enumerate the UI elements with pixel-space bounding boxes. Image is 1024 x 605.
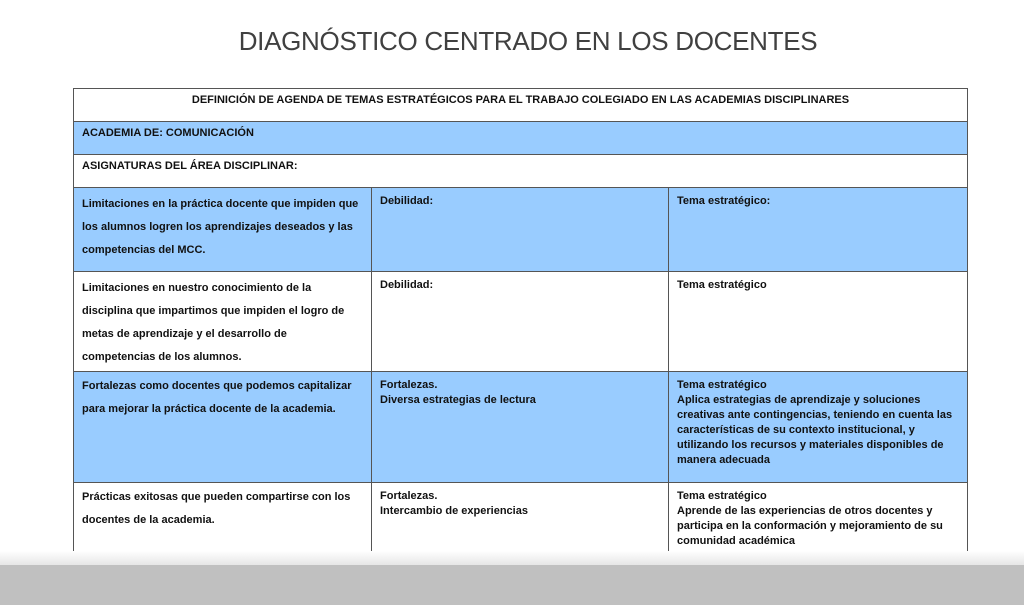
tema-title: Tema estratégico: [677, 195, 771, 207]
row-tema [669, 483, 968, 555]
table-row [74, 483, 968, 555]
asignaturas-row [74, 155, 968, 188]
fortalezas-body: Diversa estrategias de lectura [380, 394, 536, 406]
fortalezas-body: Intercambio de experiencias [380, 505, 528, 517]
row-description: Prácticas exitosas que pueden compartirse con los docentes de la academia. [74, 483, 372, 555]
tema-body: Aprende de las experiencias de otros docentes y participa en la conformación y mejoramiento de su comunidad académica [677, 505, 943, 547]
fortalezas-title: Fortalezas. [380, 379, 438, 391]
footer-bar [0, 565, 1024, 605]
row-debilidad: Debilidad: [372, 272, 669, 372]
row-tema [669, 188, 968, 272]
row-tema [669, 372, 968, 483]
table-header-row [74, 89, 968, 122]
table-row [74, 372, 968, 483]
agenda-table [73, 88, 968, 555]
table-row [74, 272, 968, 372]
asignaturas-label: ASIGNATURAS DEL ÁREA DISCIPLINAR: [74, 155, 968, 188]
tema-title: Tema estratégico [677, 279, 767, 291]
tema-title: Tema estratégico [677, 379, 767, 391]
page-title: DIAGNÓSTICO CENTRADO EN LOS DOCENTES [238, 26, 818, 56]
academia-label: ACADEMIA DE: COMUNICACIÓN [74, 122, 968, 155]
row-description: Limitaciones en nuestro conocimiento de la disciplina que impartimos que impiden el logro de metas de aprendizaje y el desarrollo de competencias de los alumnos. [74, 272, 372, 372]
table-row [74, 188, 968, 272]
row-tema [669, 272, 968, 372]
row-debilidad: Debilidad: [372, 188, 669, 272]
tema-body: Aplica estrategias de aprendizaje y soluciones creativas ante contingencias, teniendo en cuenta las características de su contexto institucional, y utilizando los recursos y materiales disponibles de manera adecuada [677, 394, 953, 466]
table-header: DEFINICIÓN DE AGENDA DE TEMAS ESTRATÉGICOS PARA EL TRABAJO COLEGIADO EN LAS ACADEMIAS DISCIPLINARES [74, 89, 968, 122]
row-fortalezas [372, 372, 669, 483]
row-fortalezas [372, 483, 669, 555]
row-description: Limitaciones en la práctica docente que impiden que los alumnos logren los aprendizajes deseados y las competencias del MCC. [74, 188, 372, 272]
academia-row [74, 122, 968, 155]
row-description: Fortalezas como docentes que podemos capitalizar para mejorar la práctica docente de la academia. [74, 372, 372, 483]
tema-title: Tema estratégico [677, 490, 767, 502]
footer-divider [0, 551, 1024, 565]
fortalezas-title: Fortalezas. [380, 490, 438, 502]
